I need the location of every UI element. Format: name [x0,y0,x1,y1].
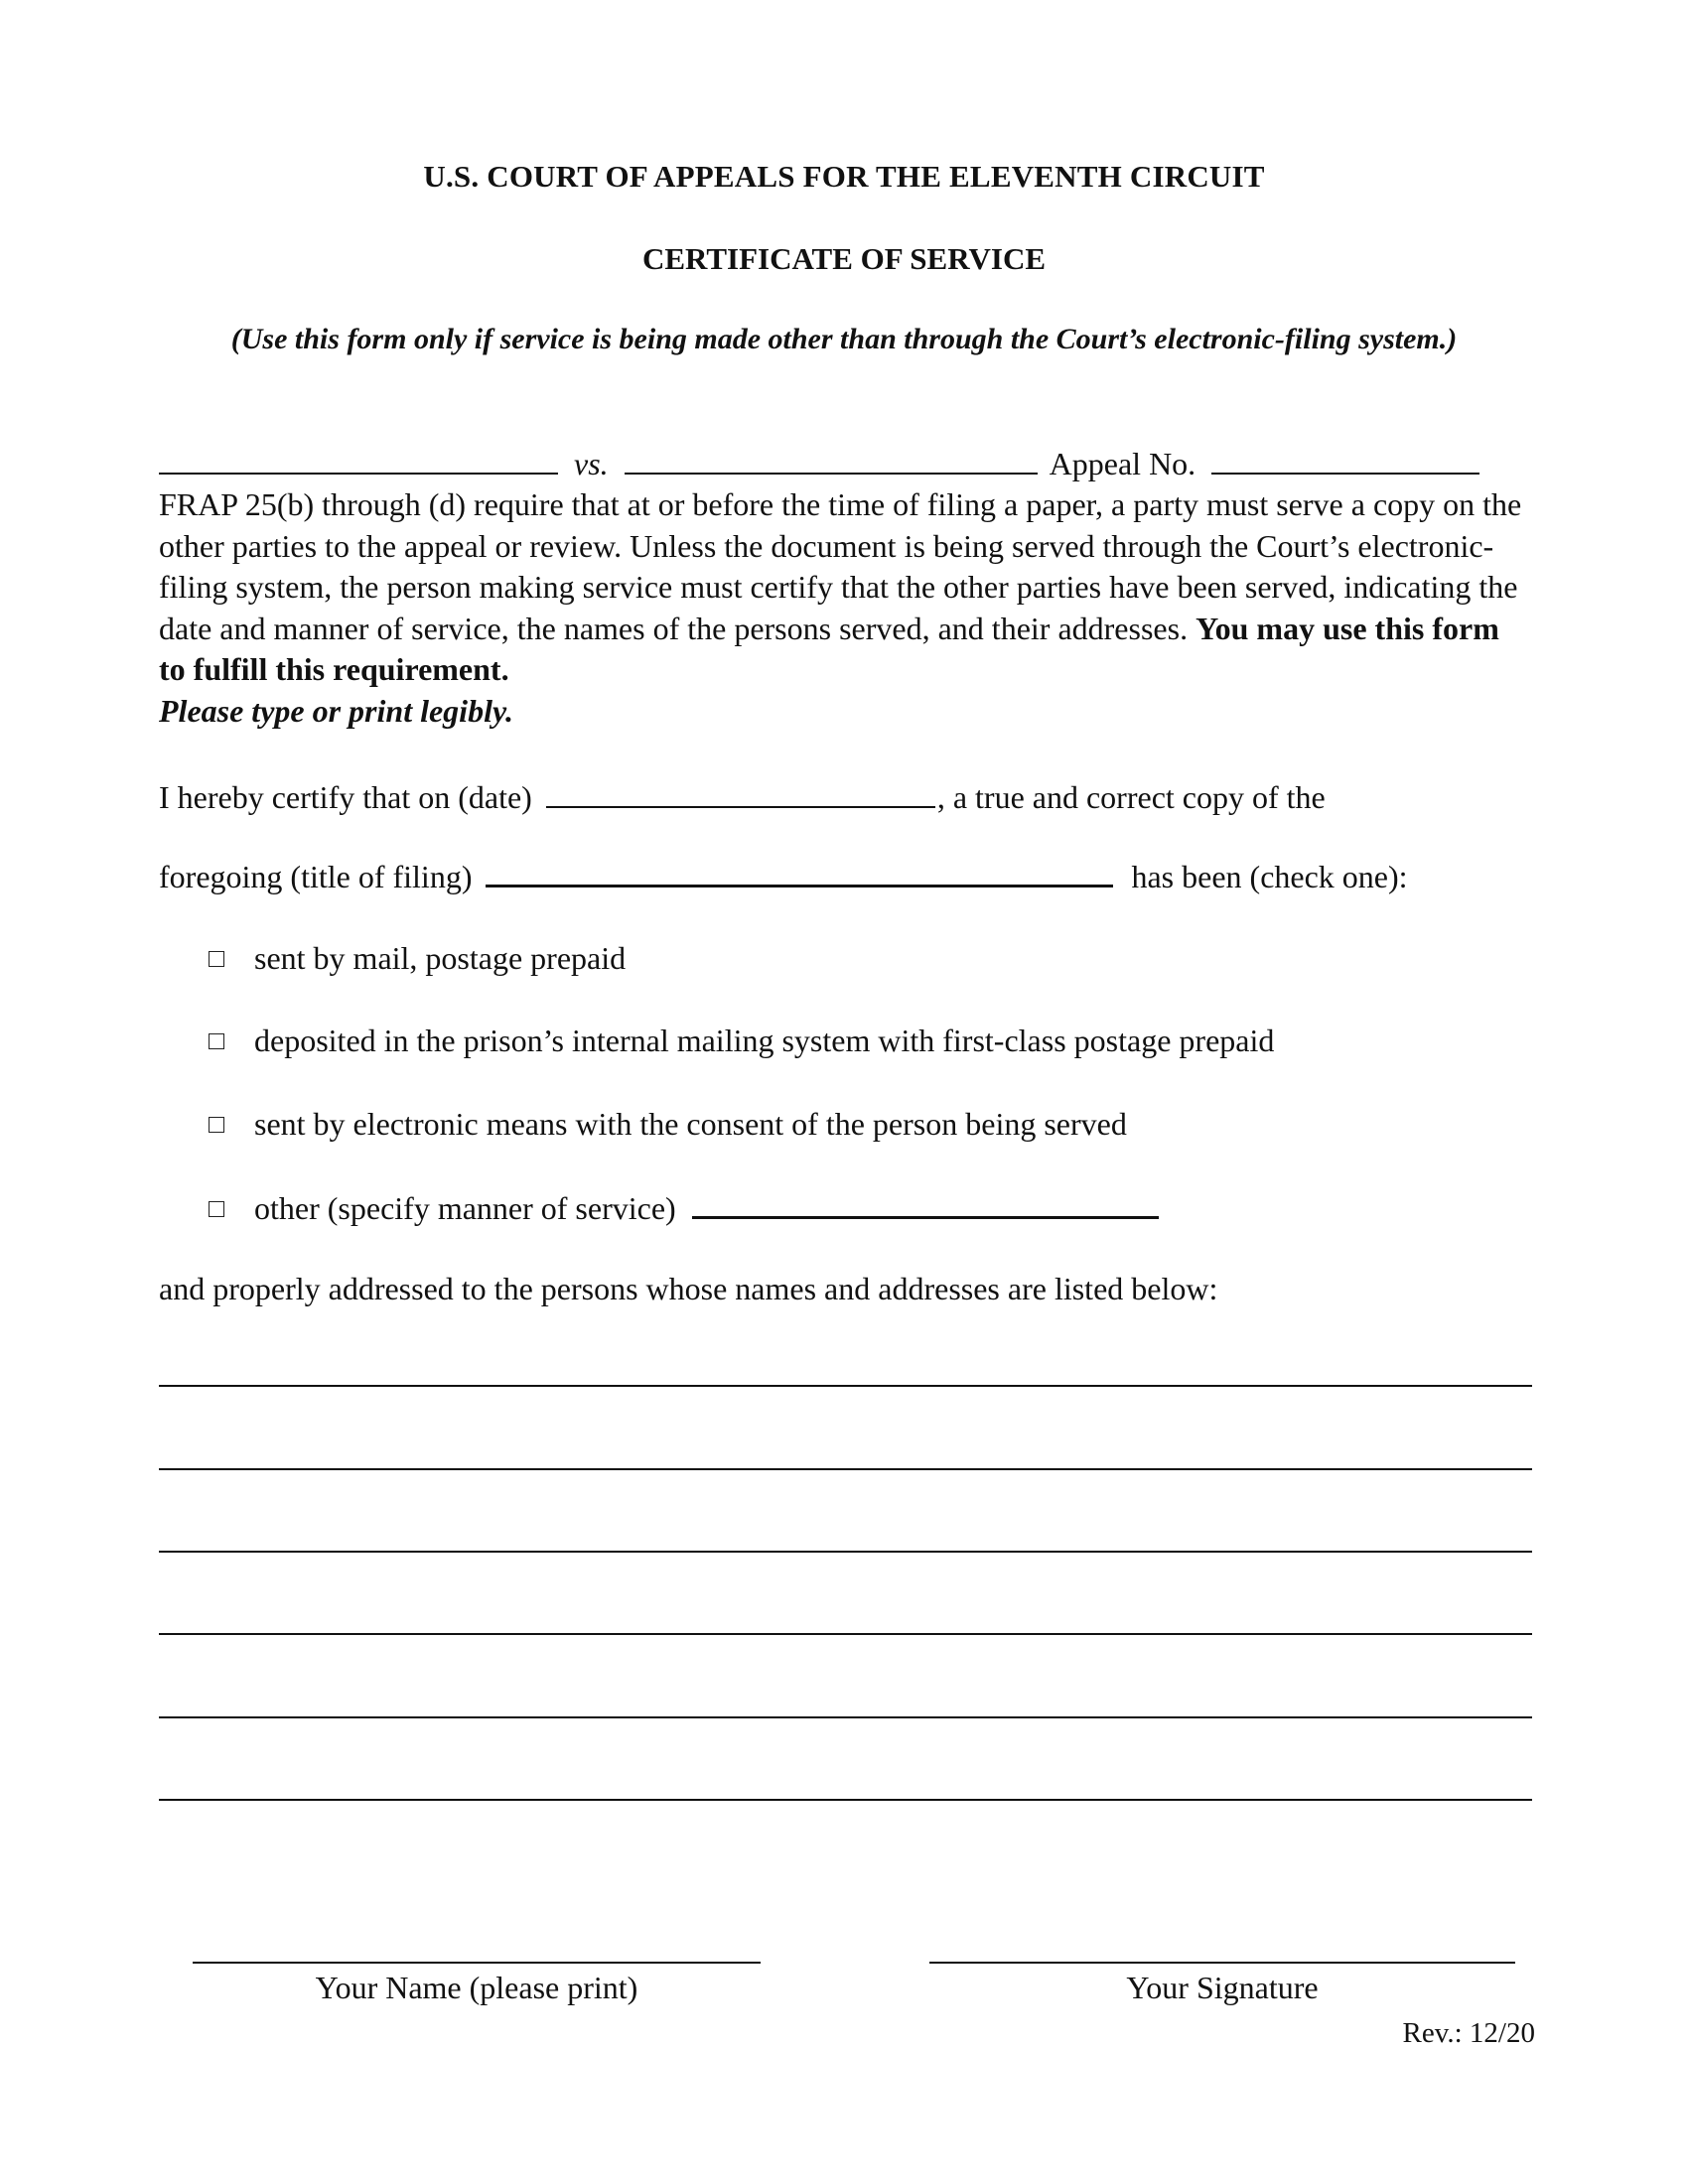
mail-checkbox[interactable] [209,951,224,967]
frap-paragraph [159,484,1529,732]
frap-text: FRAP 25(b) through (d) require that at or before the time of filing a paper, a party must serve a copy on the other parties to the appeal or review. Unless the document is being served through the Court’s electronic-filing system, the person making service must certify that the other parties have been served, indicating the date and manner of service, the names of the persons served, and their addresses. [159,486,1522,646]
option-mail[interactable] [209,938,626,978]
address-line-4[interactable] [159,1633,1532,1635]
address-line-5[interactable] [159,1716,1532,1718]
date-prefix: I hereby certify that on (date) [159,779,532,815]
other-checkbox[interactable] [209,1201,224,1217]
vs-label: vs. [574,446,609,481]
option-other[interactable] [209,1186,1159,1228]
address-line-6[interactable] [159,1799,1532,1801]
signature-line[interactable] [929,1962,1515,1964]
filing-title-line [159,855,1408,896]
filing-prefix: foregoing (title of filing) [159,859,473,894]
legibility-note: Please type or print legibly. [159,692,513,729]
appeal-number-field[interactable] [1211,439,1479,475]
certify-date-line [159,772,1326,817]
name-line[interactable] [193,1962,761,1964]
address-line-2[interactable] [159,1468,1532,1470]
address-line-1[interactable] [159,1385,1532,1387]
other-manner-field[interactable] [692,1186,1159,1219]
usage-instruction: (Use this form only if service is being made other than through the Court’s electronic-filing system.) [230,323,1458,355]
service-date-field[interactable] [546,772,935,808]
option-label: other (specify manner of service) [254,1190,676,1226]
appellee-name-field[interactable] [625,439,1038,475]
filing-suffix: has been (check one): [1131,859,1408,894]
prison-mail-checkbox[interactable] [209,1033,224,1049]
filing-title-field[interactable] [486,855,1113,887]
appellant-name-field[interactable] [159,439,558,475]
document-title: CERTIFICATE OF SERVICE [641,241,1047,276]
electronic-checkbox[interactable] [209,1117,224,1133]
revision-label: Rev.: 12/20 [1402,2017,1535,2049]
case-caption [159,439,1479,488]
option-prison-mail[interactable] [209,1021,1274,1060]
form-use-note: You may use this form to fulfill this requirement. [159,610,1499,687]
date-suffix: , a true and correct copy of the [936,779,1326,815]
option-label: sent by electronic means with the consent of the person being served [254,1106,1127,1142]
signature-label: Your Signature [1126,1970,1319,2005]
option-label: deposited in the prison’s internal mailing system with first-class postage prepaid [254,1023,1275,1058]
addresses-intro: and properly addressed to the persons whose names and addresses are listed below: [159,1271,1218,1306]
name-label: Your Name (please print) [315,1970,638,2005]
court-title: U.S. COURT OF APPEALS FOR THE ELEVENTH CIRCUIT [423,159,1265,194]
option-label: sent by mail, postage prepaid [254,940,627,976]
option-electronic[interactable] [209,1104,1127,1144]
address-line-3[interactable] [159,1551,1532,1553]
appeal-number-label: Appeal No. [1049,446,1196,481]
